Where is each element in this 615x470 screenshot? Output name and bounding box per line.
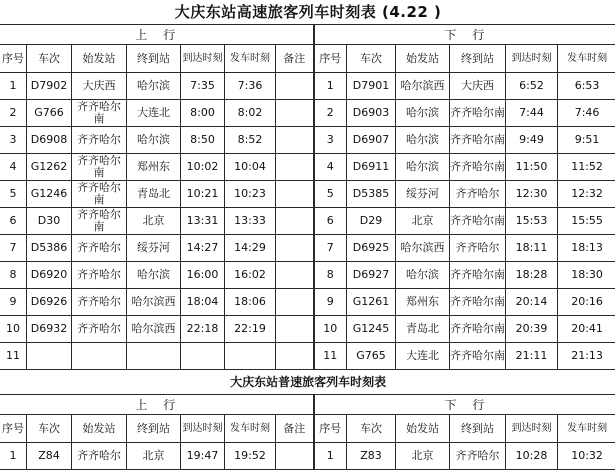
table-cell: 11:50 xyxy=(506,154,558,181)
table-cell: 齐齐哈尔南 xyxy=(72,100,127,127)
table-cell: 10:21 xyxy=(181,181,225,208)
table-cell: 齐齐哈尔 xyxy=(450,181,506,208)
table-cell: D7902 xyxy=(27,73,72,100)
table-cell: 齐齐哈尔 xyxy=(72,127,127,154)
table-cell: 齐齐哈尔 xyxy=(72,443,127,470)
table-cell: 大连北 xyxy=(396,343,450,370)
column-header: 发车时刻 xyxy=(558,45,615,73)
table-row xyxy=(0,235,615,262)
table-row xyxy=(0,262,615,289)
table-cell: 7:44 xyxy=(506,100,558,127)
table-cell: 哈尔滨 xyxy=(127,127,181,154)
table-cell: 北京 xyxy=(127,208,181,235)
table-cell: 5 xyxy=(0,181,27,208)
column-header: 终到站 xyxy=(450,415,506,443)
high-speed-up-label: 上 行 xyxy=(0,25,314,45)
table-cell: 哈尔滨 xyxy=(127,73,181,100)
table-cell: 22:18 xyxy=(181,316,225,343)
table-cell xyxy=(127,343,181,370)
high-speed-down-label: 下 行 xyxy=(314,25,615,45)
column-header: 到达时刻 xyxy=(181,415,225,443)
column-header: 到达时刻 xyxy=(506,415,558,443)
table-row xyxy=(0,316,615,343)
table-cell: 1 xyxy=(314,73,347,100)
table-row xyxy=(0,443,615,470)
column-header: 终到站 xyxy=(450,45,506,73)
table-cell: 青岛北 xyxy=(127,181,181,208)
table-cell: G1246 xyxy=(27,181,72,208)
table-cell: G1262 xyxy=(27,154,72,181)
column-header: 终到站 xyxy=(127,415,181,443)
table-cell: 21:11 xyxy=(506,343,558,370)
table-cell: 哈尔滨西 xyxy=(396,235,450,262)
table-cell: D6932 xyxy=(27,316,72,343)
table-cell: G1245 xyxy=(347,316,396,343)
column-header: 始发站 xyxy=(396,415,450,443)
table-cell: 齐齐哈尔南 xyxy=(450,316,506,343)
table-cell: 14:29 xyxy=(225,235,276,262)
table-cell: 15:53 xyxy=(506,208,558,235)
column-header: 发车时刻 xyxy=(225,415,276,443)
table-cell: 6:52 xyxy=(506,73,558,100)
column-header: 备注 xyxy=(276,45,314,73)
table-cell: 齐齐哈尔南 xyxy=(72,154,127,181)
table-row xyxy=(0,208,615,235)
table-cell: 哈尔滨 xyxy=(396,262,450,289)
table-cell: G766 xyxy=(27,100,72,127)
table-cell: D5385 xyxy=(347,181,396,208)
table-cell: 青岛北 xyxy=(396,316,450,343)
table-cell: 齐齐哈尔南 xyxy=(450,343,506,370)
table-cell: 10 xyxy=(0,316,27,343)
table-cell: 10 xyxy=(314,316,347,343)
column-header: 车次 xyxy=(27,45,72,73)
table-cell: 7 xyxy=(314,235,347,262)
table-cell: 19:47 xyxy=(181,443,225,470)
table-cell: G765 xyxy=(347,343,396,370)
table-cell: 齐齐哈尔南 xyxy=(72,208,127,235)
table-cell: 11 xyxy=(0,343,27,370)
table-cell: D6925 xyxy=(347,235,396,262)
table-cell: 哈尔滨 xyxy=(396,100,450,127)
column-header: 车次 xyxy=(347,415,396,443)
table-row xyxy=(0,127,615,154)
normal-speed-title: 大庆东站普速旅客列车时刻表 xyxy=(0,370,615,395)
table-cell: 10:02 xyxy=(181,154,225,181)
table-cell: 11:52 xyxy=(558,154,615,181)
column-header: 序号 xyxy=(314,415,347,443)
table-cell: 北京 xyxy=(396,443,450,470)
table-cell: 18:11 xyxy=(506,235,558,262)
table-cell: 齐齐哈尔南 xyxy=(450,100,506,127)
table-cell: D5386 xyxy=(27,235,72,262)
table-cell: 18:30 xyxy=(558,262,615,289)
table-cell: 21:13 xyxy=(558,343,615,370)
table-cell: 大庆西 xyxy=(72,73,127,100)
table-cell: 20:14 xyxy=(506,289,558,316)
column-header: 序号 xyxy=(314,45,347,73)
table-cell: D6920 xyxy=(27,262,72,289)
column-header: 序号 xyxy=(0,415,27,443)
table-cell xyxy=(276,316,314,343)
table-cell: 6 xyxy=(314,208,347,235)
table-cell: 15:55 xyxy=(558,208,615,235)
table-cell: 4 xyxy=(314,154,347,181)
column-header: 终到站 xyxy=(127,45,181,73)
table-cell: 9:51 xyxy=(558,127,615,154)
table-cell: 北京 xyxy=(127,443,181,470)
column-header: 车次 xyxy=(27,415,72,443)
table-cell: 12:32 xyxy=(558,181,615,208)
table-cell: 10:04 xyxy=(225,154,276,181)
table-cell: 5 xyxy=(314,181,347,208)
table-cell: 18:06 xyxy=(225,289,276,316)
table-cell: 10:23 xyxy=(225,181,276,208)
table-cell: 7:46 xyxy=(558,100,615,127)
table-cell: 1 xyxy=(314,443,347,470)
table-cell: D6907 xyxy=(347,127,396,154)
table-cell: 7:35 xyxy=(181,73,225,100)
table-cell xyxy=(276,235,314,262)
table-cell: 3 xyxy=(0,127,27,154)
table-row xyxy=(0,181,615,208)
column-header: 发车时刻 xyxy=(225,45,276,73)
table-cell: 哈尔滨 xyxy=(127,262,181,289)
table-cell: 齐齐哈尔 xyxy=(72,262,127,289)
high-speed-header-row xyxy=(0,45,615,73)
table-cell: 7 xyxy=(0,235,27,262)
table-cell: 齐齐哈尔南 xyxy=(450,208,506,235)
table-cell: 13:33 xyxy=(225,208,276,235)
table-cell xyxy=(276,127,314,154)
table-cell: 8 xyxy=(314,262,347,289)
column-header: 始发站 xyxy=(396,45,450,73)
column-header: 始发站 xyxy=(72,45,127,73)
table-row xyxy=(0,100,615,127)
table-cell: 12:30 xyxy=(506,181,558,208)
table-cell: D6903 xyxy=(347,100,396,127)
table-cell: 北京 xyxy=(396,208,450,235)
table-cell: 10:28 xyxy=(506,443,558,470)
table-cell: 14:27 xyxy=(181,235,225,262)
table-cell: 3 xyxy=(314,127,347,154)
table-cell: 大连北 xyxy=(127,100,181,127)
table-cell: D7901 xyxy=(347,73,396,100)
table-cell: Z83 xyxy=(347,443,396,470)
table-cell: 9:49 xyxy=(506,127,558,154)
table-cell: 19:52 xyxy=(225,443,276,470)
table-cell: 1 xyxy=(0,443,27,470)
table-cell: 8:50 xyxy=(181,127,225,154)
table-row xyxy=(0,289,615,316)
table-cell: 8:00 xyxy=(181,100,225,127)
table-cell: 齐齐哈尔南 xyxy=(450,127,506,154)
table-cell xyxy=(72,343,127,370)
column-header: 序号 xyxy=(0,45,27,73)
table-cell: 10:32 xyxy=(558,443,615,470)
table-cell: 哈尔滨西 xyxy=(127,316,181,343)
table-cell: 20:41 xyxy=(558,316,615,343)
table-cell: 郑州东 xyxy=(396,289,450,316)
table-cell: 2 xyxy=(0,100,27,127)
table-cell xyxy=(181,343,225,370)
table-cell: 2 xyxy=(314,100,347,127)
high-speed-title: 大庆东站高速旅客列车时刻表 (4.22 ) xyxy=(0,0,615,25)
table-cell: 郑州东 xyxy=(127,154,181,181)
table-cell: 哈尔滨西 xyxy=(396,73,450,100)
table-cell: 1 xyxy=(0,73,27,100)
table-cell: 18:28 xyxy=(506,262,558,289)
table-row xyxy=(0,343,615,370)
table-cell: 6 xyxy=(0,208,27,235)
table-cell xyxy=(276,443,314,470)
table-cell: 绥芬河 xyxy=(396,181,450,208)
table-cell: 9 xyxy=(314,289,347,316)
table-cell: 齐齐哈尔 xyxy=(72,235,127,262)
column-header: 始发站 xyxy=(72,415,127,443)
table-cell: 16:00 xyxy=(181,262,225,289)
table-cell: 哈尔滨西 xyxy=(127,289,181,316)
table-cell xyxy=(276,289,314,316)
table-cell: 齐齐哈尔 xyxy=(72,316,127,343)
table-cell: D6926 xyxy=(27,289,72,316)
table-cell: D30 xyxy=(27,208,72,235)
table-cell xyxy=(276,100,314,127)
table-cell xyxy=(276,181,314,208)
table-cell: 齐齐哈尔南 xyxy=(450,154,506,181)
table-cell: 11 xyxy=(314,343,347,370)
table-cell: 20:16 xyxy=(558,289,615,316)
normal-speed-header-row xyxy=(0,415,615,443)
table-cell: D29 xyxy=(347,208,396,235)
table-cell: G1261 xyxy=(347,289,396,316)
column-header: 到达时刻 xyxy=(181,45,225,73)
table-cell: Z84 xyxy=(27,443,72,470)
table-cell: D6911 xyxy=(347,154,396,181)
table-row xyxy=(0,154,615,181)
table-row xyxy=(0,73,615,100)
table-cell xyxy=(276,208,314,235)
table-cell xyxy=(276,154,314,181)
table-cell: 22:19 xyxy=(225,316,276,343)
table-cell: 齐齐哈尔南 xyxy=(450,289,506,316)
table-cell xyxy=(225,343,276,370)
table-cell: 9 xyxy=(0,289,27,316)
table-cell: 7:36 xyxy=(225,73,276,100)
table-cell: 齐齐哈尔 xyxy=(450,443,506,470)
table-cell: 4 xyxy=(0,154,27,181)
column-header: 车次 xyxy=(347,45,396,73)
table-cell: 绥芬河 xyxy=(127,235,181,262)
table-cell: D6908 xyxy=(27,127,72,154)
table-cell: 6:53 xyxy=(558,73,615,100)
table-cell: 齐齐哈尔南 xyxy=(450,262,506,289)
table-cell: 齐齐哈尔 xyxy=(450,235,506,262)
table-cell: 20:39 xyxy=(506,316,558,343)
table-cell: 16:02 xyxy=(225,262,276,289)
column-header: 到达时刻 xyxy=(506,45,558,73)
table-cell: 8:52 xyxy=(225,127,276,154)
normal-speed-up-label: 上 行 xyxy=(0,395,314,415)
table-cell: 齐齐哈尔南 xyxy=(72,181,127,208)
normal-speed-down-label: 下 行 xyxy=(314,395,615,415)
table-cell: 18:13 xyxy=(558,235,615,262)
table-cell: D6927 xyxy=(347,262,396,289)
column-header: 备注 xyxy=(276,415,314,443)
table-cell xyxy=(276,73,314,100)
table-cell xyxy=(276,343,314,370)
table-cell xyxy=(27,343,72,370)
table-cell: 哈尔滨 xyxy=(396,127,450,154)
table-cell xyxy=(276,262,314,289)
table-cell: 13:31 xyxy=(181,208,225,235)
column-header: 发车时刻 xyxy=(558,415,615,443)
table-cell: 8 xyxy=(0,262,27,289)
table-cell: 齐齐哈尔 xyxy=(72,289,127,316)
table-cell: 18:04 xyxy=(181,289,225,316)
table-cell: 哈尔滨 xyxy=(396,154,450,181)
table-cell: 大庆西 xyxy=(450,73,506,100)
table-cell: 8:02 xyxy=(225,100,276,127)
